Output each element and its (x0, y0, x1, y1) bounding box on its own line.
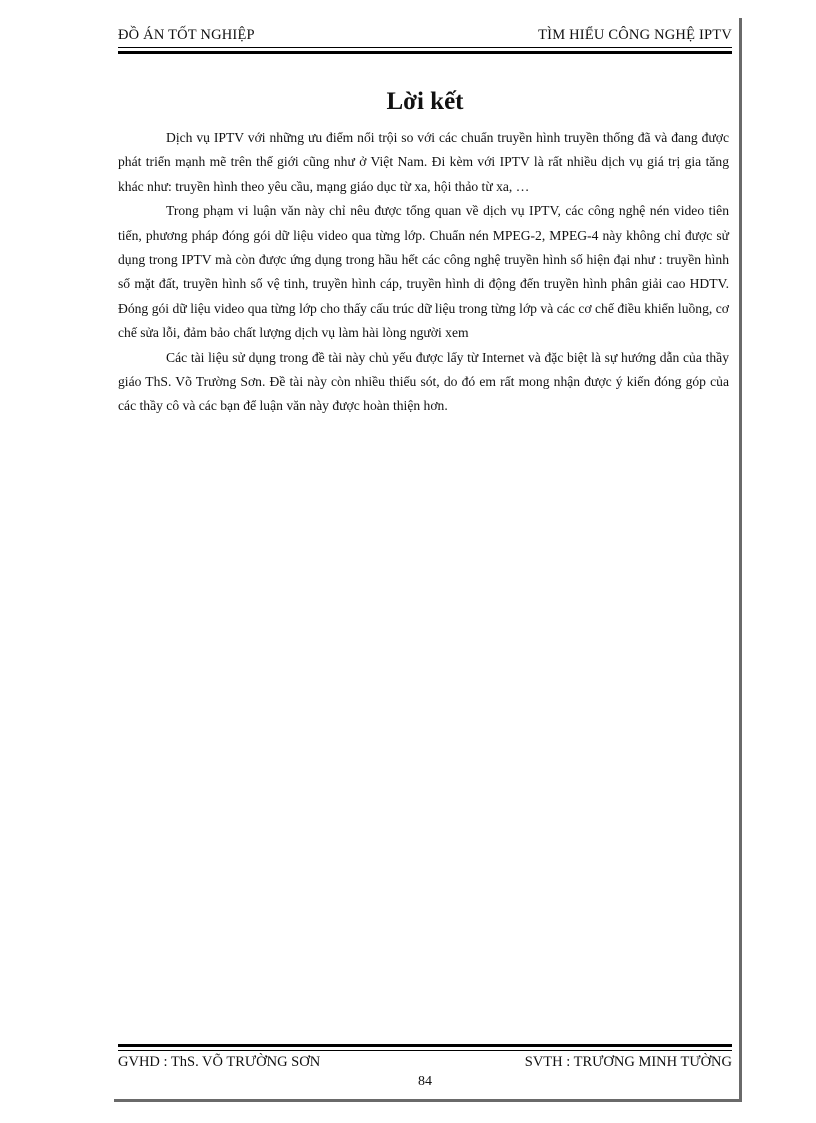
paragraph-2: Trong phạm vi luận văn này chỉ nêu được tổng quan về dịch vụ IPTV, các công nghệ nén video tiên tiến, phương pháp đóng gói dữ liệu video qua từng lớp. Chuẩn nén MPEG-2, MPEG-4 này không chỉ được sử dụng trong IPTV mà còn được ứng dụng trong hầu hết các công nghệ truyền hình số hiện đại như : truyền hình số mặt đất, truyền hình số vệ tinh, truyền hình cáp, truyền hình di động đến truyền hình phân giải cao HDTV. Đóng gói dữ liệu video qua từng lớp cho thấy cấu trúc dữ liệu trong từng lớp và các cơ chế điều khiển luồng, cơ chế sửa lỗi, đảm bảo chất lượng dịch vụ làm hài lòng người xem (118, 203, 729, 341)
body-text (118, 126, 729, 419)
header-topic-label: TÌM HIỂU CÔNG NGHỆ IPTV (538, 27, 732, 43)
footer-divider-thin (118, 1050, 732, 1051)
header-divider-thick (118, 51, 732, 54)
footer-supervisor: GVHD : ThS. VÕ TRƯỜNG SƠN (118, 1054, 321, 1070)
header-divider-thin (118, 47, 732, 48)
page-header (118, 27, 732, 47)
paragraph-3: Các tài liệu sử dụng trong đề tài này chủ yếu được lấy từ Internet và đặc biệt là sự hướng dẫn của thầy giáo ThS. Võ Trường Sơn. Đề tài này còn nhiều thiếu sót, do đó em rất mong nhận được ý kiến đóng góp của các thầy cô và các bạn để luận văn này được hoàn thiện hơn. (118, 349, 729, 414)
paragraph-1: Dịch vụ IPTV với những ưu điểm nổi trội so với các chuẩn truyền hình truyền thống đã và đang được phát triển mạnh mẽ trên thế giới cũng như ở Việt Nam. Đi kèm với IPTV là rất nhiều dịch vụ giá trị gia tăng khác như: truyền hình theo yêu cầu, mạng giáo dục từ xa, hội thảo từ xa, … (118, 130, 729, 194)
page-footer (118, 1054, 732, 1074)
header-thesis-label: ĐỒ ÁN TỐT NGHIỆP (118, 27, 255, 43)
page-title: Lời kết (386, 88, 464, 115)
footer-student: SVTH : TRƯƠNG MINH TƯỜNG (524, 1054, 732, 1070)
footer-divider-thick (118, 1044, 732, 1047)
page-number: 84 (418, 1074, 432, 1089)
